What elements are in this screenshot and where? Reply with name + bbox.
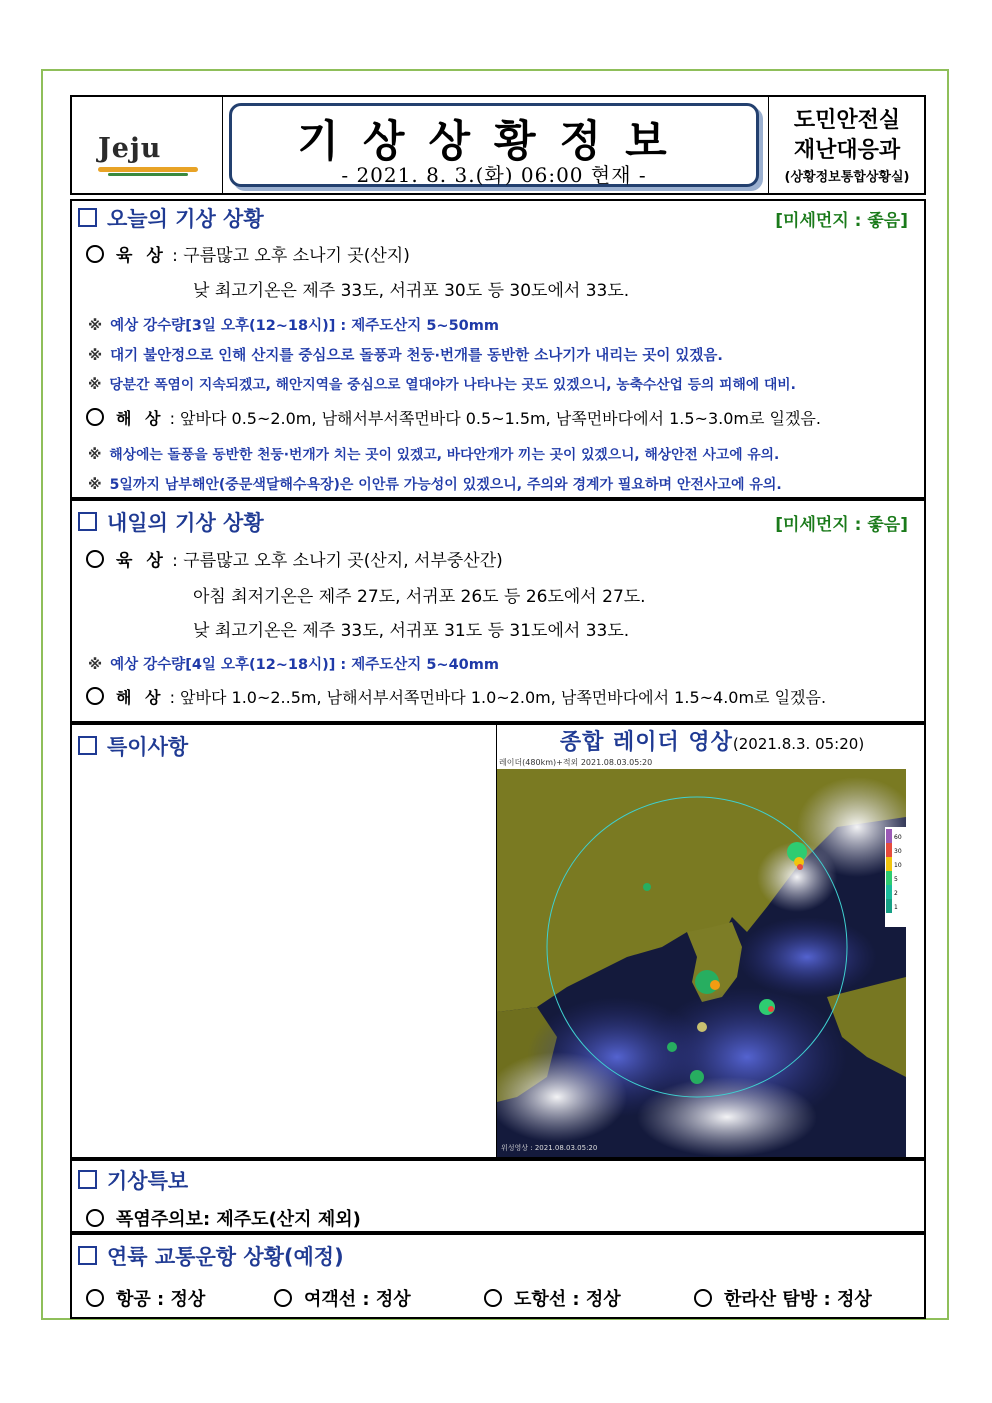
- checkbox-square-icon: [78, 208, 97, 227]
- radar-satellite-image: [497, 757, 906, 1157]
- note: ※ 5일까지 남부해안(중문색달해수욕장)은 이안류 가능성이 있겠으니, 주의와 경계가 필요하며 안전사고에 유의.: [88, 477, 782, 493]
- radar-image: [497, 757, 906, 1157]
- checkbox-square-icon: [78, 512, 97, 531]
- title-panel: [229, 103, 759, 187]
- legend-value: 60: [894, 834, 902, 841]
- note: ※ 해상에는 돌풍을 동반한 천둥·번개가 치는 곳이 있겠고, 바다안개가 끼는 곳이 있겠으니, 해상안전 사고에 유의.: [88, 447, 780, 463]
- section-title: 기상특보: [78, 1165, 188, 1195]
- radar-footer: 위성영상 : 2021.08.03.05:20: [501, 1144, 598, 1152]
- circle-bullet-icon: [86, 408, 104, 426]
- sea-forecast: 해 상 : 앞바다 1.0~2..5m, 남해서부서쪽먼바다 1.0~2.0m, 남쪽먼바다에서 1.5~4.0m로 일겠음.: [86, 685, 826, 708]
- section-title: 연륙 교통운항 상황(예정): [78, 1241, 344, 1271]
- circle-bullet-icon: [694, 1289, 712, 1307]
- section-title: 특이사항: [78, 731, 188, 761]
- land-forecast-detail: 낮 최고기온은 제주 33도, 서귀포 31도 등 31도에서 33도.: [193, 621, 630, 641]
- fine-dust-status: [미세먼지 : 좋음]: [775, 211, 908, 231]
- note: ※ 예상 강수량[4일 오후(12~18시)] : 제주도산지 5~40mm: [88, 657, 499, 673]
- legend-value: 10: [894, 862, 902, 869]
- section-title: 내일의 기상 상황: [78, 507, 264, 537]
- legend-value: 30: [894, 848, 902, 855]
- special-section: [70, 723, 926, 1159]
- circle-bullet-icon: [86, 1209, 104, 1227]
- transport-item-air: 항공 : 정상: [86, 1285, 205, 1311]
- radar-legend-scale: [885, 827, 906, 927]
- circle-bullet-icon: [484, 1289, 502, 1307]
- weather-bulletin: [70, 95, 926, 1319]
- circle-bullet-icon: [274, 1289, 292, 1307]
- warning-item: 폭염주의보: 제주도(산지 제외): [86, 1205, 361, 1231]
- land-forecast: 육 상 : 구름많고 오후 소나기 곳(산지, 서부중산간): [86, 546, 503, 571]
- today-section: [70, 199, 926, 499]
- logo-swoosh-icon: [98, 167, 198, 172]
- legend-value: 1: [894, 904, 898, 911]
- header: [70, 95, 926, 195]
- land-forecast: 육 상 : 구름많고 오후 소나기 곳(산지): [86, 241, 410, 266]
- note: ※ 대기 불안정으로 인해 산지를 중심으로 돌풍과 천둥·번개를 동반한 소나기가 내리는 곳이 있겠음.: [88, 348, 723, 364]
- department-line: 재난대응과: [793, 138, 901, 163]
- checkbox-square-icon: [78, 1246, 97, 1265]
- legend-value: 2: [894, 890, 898, 897]
- note: ※ 당분간 폭염이 지속되겠고, 해안지역을 중심으로 열대야가 나타나는 곳도 있겠으니, 농축수산업 등의 피해에 대비.: [88, 377, 796, 393]
- legend-value: 5: [894, 876, 898, 883]
- note: ※ 예상 강수량[3일 오후(12~18시)] : 제주도산지 5~50mm: [88, 318, 499, 334]
- sea-forecast: 해 상 : 앞바다 0.5~2.0m, 남해서부서쪽먼바다 0.5~1.5m, 남쪽먼바다에서 1.5~3.0m로 일겠음.: [86, 406, 821, 429]
- fine-dust-status: [미세먼지 : 좋음]: [775, 515, 908, 535]
- department: [768, 97, 925, 193]
- weather-warning-section: [70, 1159, 926, 1233]
- radar-header: 레이더(480km)+적외 2021.08.03.05:20: [497, 757, 906, 769]
- tomorrow-section: [70, 499, 926, 723]
- page-subtitle: - 2021. 8. 3.(화) 06:00 현재 -: [341, 163, 647, 187]
- transport-item-hallasan: 한라산 탐방 : 정상: [694, 1285, 872, 1311]
- checkbox-square-icon: [78, 736, 97, 755]
- page-title: 기상상황정보: [297, 117, 691, 167]
- transport-section: [70, 1233, 926, 1319]
- circle-bullet-icon: [86, 687, 104, 705]
- circle-bullet-icon: [86, 550, 104, 568]
- radar-legend: [885, 827, 906, 927]
- circle-bullet-icon: [86, 1289, 104, 1307]
- department-line: (상황정보통합상황실): [784, 170, 910, 185]
- transport-item-ferry: 여객선 : 정상: [274, 1285, 411, 1311]
- circle-bullet-icon: [86, 245, 104, 263]
- logo: [72, 97, 223, 193]
- checkbox-square-icon: [78, 1170, 97, 1189]
- department-line: 도민안전실: [793, 108, 901, 133]
- logo-swoosh-icon: [108, 173, 188, 176]
- land-forecast-detail: 아침 최저기온은 제주 27도, 서귀포 26도 등 26도에서 27도.: [193, 587, 646, 607]
- transport-item-island-ferry: 도항선 : 정상: [484, 1285, 621, 1311]
- radar-title: 종합 레이더 영상(2021.8.3. 05:20): [559, 730, 865, 755]
- land-forecast-detail: 낮 최고기온은 제주 33도, 서귀포 30도 등 30도에서 33도.: [193, 281, 630, 301]
- section-title: 오늘의 기상 상황: [78, 203, 264, 233]
- logo-text: Jeju: [98, 133, 162, 164]
